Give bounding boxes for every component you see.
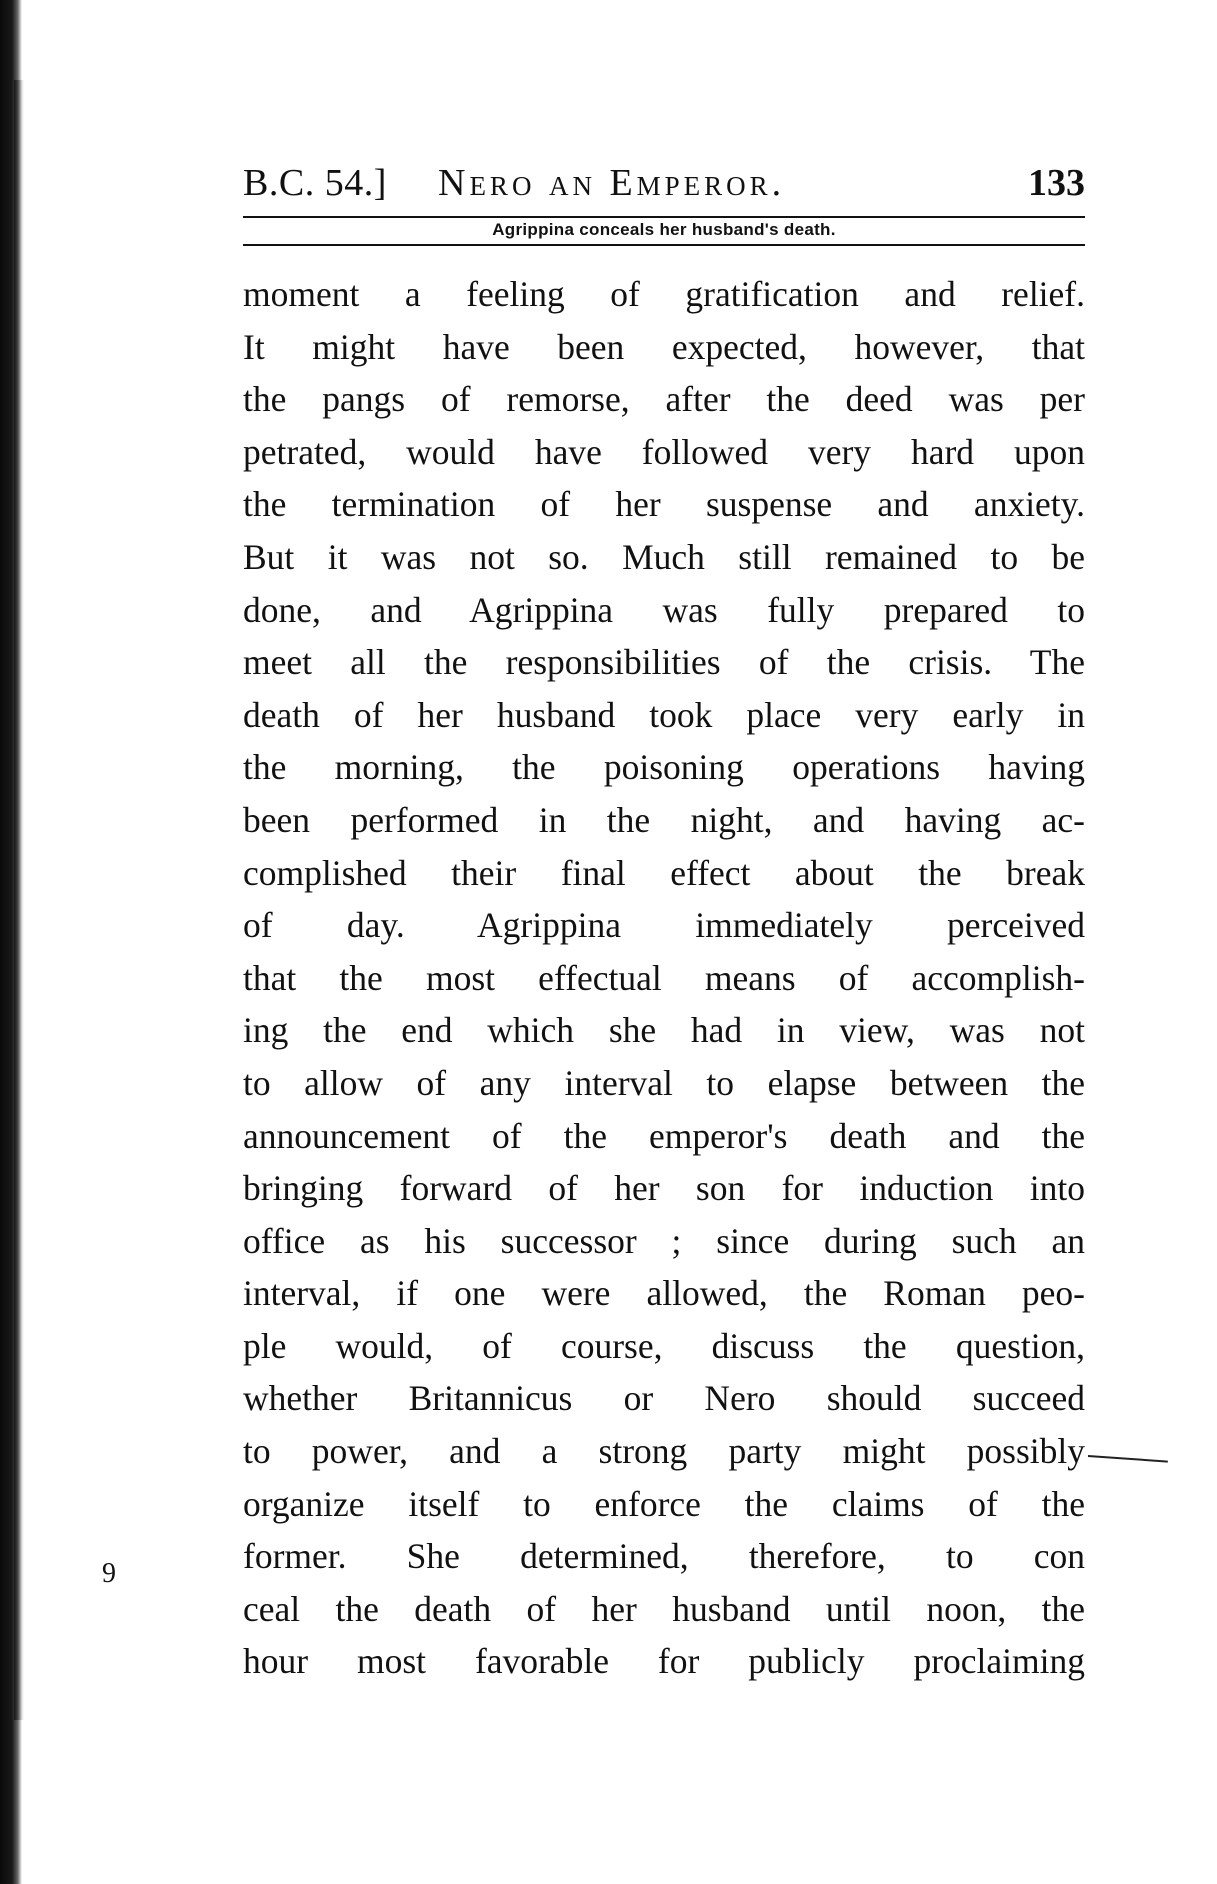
header-rule-bottom — [243, 244, 1085, 246]
text-line: petrated, would have followed very hard upon — [243, 431, 1085, 472]
text-line: But it was not so. Much still remained to be — [243, 536, 1085, 577]
text-line: meet all the responsibilities of the crisis. The — [243, 642, 1085, 683]
body-text — [243, 268, 1085, 1688]
text-line: ple would, of course, discuss the question, — [243, 1325, 1085, 1366]
text-line: ing the end which she had in view, was not — [243, 1010, 1085, 1051]
text-line: complished their final effect about the break — [243, 852, 1085, 893]
text-line: the termination of her suspense and anxiety. — [243, 484, 1085, 525]
text-line: of day. Agrippina immediately perceived — [243, 905, 1085, 946]
signature-mark: 9 — [102, 1558, 116, 1589]
text-line: bringing forward of her son for induction into — [243, 1168, 1085, 1209]
text-line: been performed in the night, and having ac- — [243, 799, 1085, 840]
text-line: the pangs of remorse, after the deed was per — [243, 379, 1085, 420]
text-line: moment a feeling of gratification and relief. — [243, 274, 1085, 314]
text-line: whether Britannicus or Nero should succeed — [243, 1378, 1085, 1419]
text-line: ceal the death of her husband until noon, the — [243, 1588, 1085, 1629]
text-line: former. She determined, therefore, to con — [243, 1536, 1085, 1577]
stray-pen-mark — [1088, 1455, 1168, 1463]
gutter-shadow — [14, 80, 24, 1720]
text-line: interval, if one were allowed, the Roman peo- — [243, 1273, 1085, 1314]
text-line: to allow of any interval to elapse between the — [243, 1062, 1085, 1103]
text-line: announcement of the emperor's death and the — [243, 1115, 1085, 1156]
text-line: organize itself to enforce the claims of the — [243, 1483, 1085, 1524]
page-number: 133 — [1028, 162, 1085, 204]
text-line: to power, and a strong party might possibly — [243, 1431, 1085, 1472]
text-line: death of her husband took place very early in — [243, 694, 1085, 735]
text-line: office as his successor ; since during such an — [243, 1220, 1085, 1261]
text-line: It might have been expected, however, that — [243, 326, 1085, 367]
running-head — [243, 160, 1085, 206]
book-page — [243, 160, 1085, 1688]
running-head-title: Nero an Emperor. — [438, 162, 786, 204]
text-line: hour most favorable for publicly proclaiming — [243, 1641, 1085, 1682]
text-line: the morning, the poisoning operations having — [243, 747, 1085, 788]
text-line: done, and Agrippina was fully prepared to — [243, 589, 1085, 630]
text-line: that the most effectual means of accomplish- — [243, 957, 1085, 998]
running-head-date: B.C. 54.] — [243, 162, 387, 204]
section-subheading: Agrippina conceals her husband's death. — [492, 220, 836, 239]
